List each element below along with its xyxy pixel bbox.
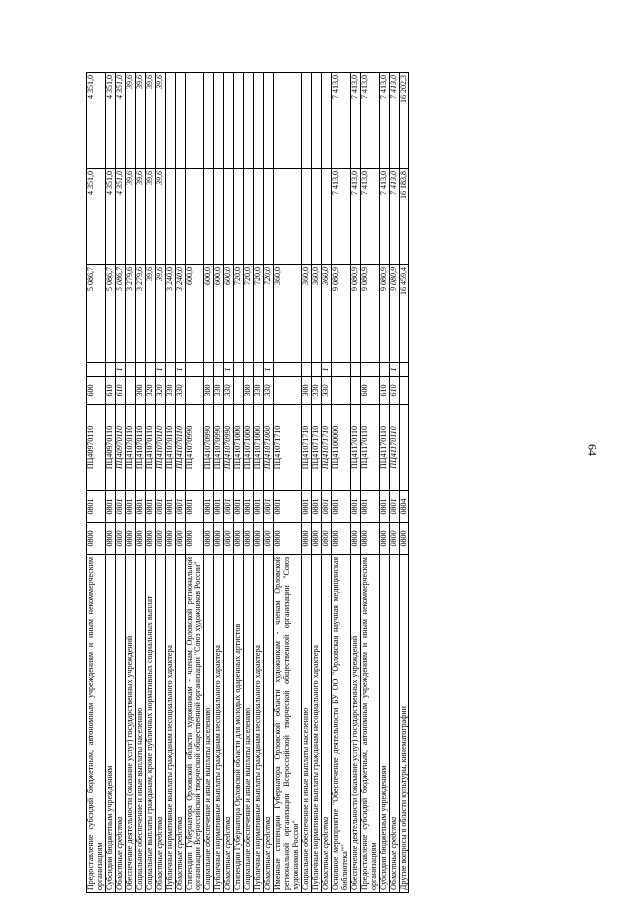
table-row <box>125 73 135 893</box>
section-code: 0800 <box>360 523 379 555</box>
target-article-code: ПЦ41170110 <box>350 405 360 491</box>
section-code: 0800 <box>274 523 302 555</box>
value-year-1: 3 279,6 <box>125 265 135 363</box>
value-year-3: 39,6 <box>155 73 165 169</box>
section-code: 0800 <box>264 523 274 555</box>
target-article-code: ПЦ41170110 <box>379 405 389 491</box>
target-article-code: ПЦ41070110 <box>125 405 135 491</box>
expense-type-code: 330 <box>311 377 321 405</box>
value-year-2 <box>254 169 264 265</box>
expense-type-code <box>399 377 409 405</box>
table-row <box>311 73 321 893</box>
row-name: Именные стипендии Губернатора Орловской области художникам - членам Орловской региональной организации Всероссийской творческой общественной организации "Союз художников России" <box>274 555 302 893</box>
row-name: Публичные нормативные выплаты гражданам несоциального характера <box>311 555 321 893</box>
value-year-1: 3 240,0 <box>175 265 185 363</box>
row-name: Субсидии бюджетным учреждениям <box>379 555 389 893</box>
value-year-3 <box>214 73 224 169</box>
section-code: 0800 <box>224 523 234 555</box>
target-article-code: ПЦ41071000 <box>234 405 244 491</box>
subsection-code: 0801 <box>87 491 106 523</box>
value-year-2 <box>224 169 234 265</box>
row-name: Публичные нормативные выплаты гражданам несоциального характера <box>254 555 264 893</box>
section-code: 0800 <box>204 523 214 555</box>
row-name: Предоставление субсидий бюджетным, автономным учреждениям и иным некоммерческим организациям <box>87 555 106 893</box>
expense-type-code: 330 <box>175 377 185 405</box>
subsection-code: 0801 <box>360 491 379 523</box>
target-article-code: ПЦ40970110 <box>115 405 125 491</box>
source-code: 1 <box>175 363 185 377</box>
value-year-1: 5 086,7 <box>87 265 106 363</box>
expense-type-code <box>350 377 360 405</box>
source-code <box>125 363 135 377</box>
target-article-code: ПЦ41071000 <box>244 405 254 491</box>
value-year-2: 39,6 <box>135 169 145 265</box>
row-name: Областные средства <box>321 555 331 893</box>
expense-type-code: 300 <box>244 377 254 405</box>
value-year-2: 7 413,0 <box>350 169 360 265</box>
value-year-3 <box>175 73 185 169</box>
expense-type-code <box>125 377 135 405</box>
target-article-code: ПЦ41070990 <box>204 405 214 491</box>
value-year-1: 360,0 <box>321 265 331 363</box>
row-name: Областные средства <box>175 555 185 893</box>
source-code <box>135 363 145 377</box>
source-code <box>244 363 254 377</box>
row-name: Социальное обеспечение и иные выплаты населению <box>244 555 254 893</box>
subsection-code: 0801 <box>244 491 254 523</box>
table-row <box>244 73 254 893</box>
section-code: 0800 <box>125 523 135 555</box>
subsection-code: 0801 <box>321 491 331 523</box>
value-year-2: 7 413,0 <box>389 169 399 265</box>
value-year-3 <box>204 73 214 169</box>
source-code <box>87 363 106 377</box>
row-name: Социальные выплаты гражданам, кроме публичных нормативных социальных выплат <box>145 555 155 893</box>
table-row <box>135 73 145 893</box>
value-year-3: 39,6 <box>125 73 135 169</box>
target-article-code: ПЦ41070110 <box>155 405 165 491</box>
section-code: 0800 <box>234 523 244 555</box>
expense-type-code: 330 <box>224 377 234 405</box>
value-year-3: 4 351,0 <box>115 73 125 169</box>
value-year-3: 16 202,3 <box>399 73 409 169</box>
value-year-3 <box>165 73 175 169</box>
value-year-2: 39,6 <box>125 169 135 265</box>
value-year-2 <box>321 169 331 265</box>
source-code: 1 <box>389 363 399 377</box>
subsection-code: 0801 <box>274 491 302 523</box>
section-code: 0800 <box>389 523 399 555</box>
source-code <box>145 363 155 377</box>
section-code: 0800 <box>165 523 175 555</box>
value-year-1: 5 086,7 <box>115 265 125 363</box>
section-code: 0800 <box>301 523 311 555</box>
target-article-code: ПЦ41070110 <box>175 405 185 491</box>
expense-type-code: 300 <box>204 377 214 405</box>
value-year-3: 7 413,0 <box>331 73 350 169</box>
target-article-code: ПЦ40970110 <box>87 405 106 491</box>
subsection-code: 0801 <box>135 491 145 523</box>
table-row <box>234 73 244 893</box>
expense-type-code: 330 <box>165 377 175 405</box>
value-year-2 <box>204 169 214 265</box>
value-year-2 <box>165 169 175 265</box>
row-name: Стипендии Губернатора Орловской области для молодых одаренных артистов <box>234 555 244 893</box>
subsection-code: 0801 <box>254 491 264 523</box>
expense-type-code: 610 <box>389 377 399 405</box>
section-code: 0800 <box>135 523 145 555</box>
expense-type-code: 610 <box>379 377 389 405</box>
section-code: 0800 <box>214 523 224 555</box>
row-name: Основное мероприятие "Обеспечение деятельности БУ ОО "Орловская научная медицинская библиотека"" <box>331 555 350 893</box>
subsection-code: 0801 <box>155 491 165 523</box>
source-code <box>204 363 214 377</box>
target-article-code: ПЦ41070990 <box>224 405 234 491</box>
table-row <box>185 73 204 893</box>
row-name: Социальное обеспечение и иные выплаты населению <box>301 555 311 893</box>
target-article-code: ПЦ41170110 <box>389 405 399 491</box>
table-row <box>155 73 165 893</box>
value-year-3: 4 351,0 <box>105 73 115 169</box>
source-code: 1 <box>224 363 234 377</box>
row-name: Социальное обеспечение и иные выплаты населению <box>204 555 214 893</box>
row-name: Другие вопросы в области культуры, кинематографии <box>399 555 409 893</box>
page-number: 64 <box>585 444 600 456</box>
source-code <box>311 363 321 377</box>
value-year-3 <box>311 73 321 169</box>
source-code <box>234 363 244 377</box>
subsection-code: 0801 <box>204 491 214 523</box>
section-code: 0800 <box>321 523 331 555</box>
source-code <box>274 363 302 377</box>
rotated-page <box>86 73 586 893</box>
value-year-1: 720,0 <box>254 265 264 363</box>
value-year-3 <box>244 73 254 169</box>
value-year-1: 9 080,9 <box>350 265 360 363</box>
row-name: Областные средства <box>155 555 165 893</box>
value-year-1: 720,0 <box>264 265 274 363</box>
value-year-1: 39,6 <box>155 265 165 363</box>
value-year-1: 600,0 <box>224 265 234 363</box>
source-code <box>105 363 115 377</box>
row-name: Стипендии Губернатора Орловской области художникам - членам Орловской региональной организации Всероссийской творческой общественной организации "Союз художников России" <box>185 555 204 893</box>
value-year-2 <box>214 169 224 265</box>
target-article-code: ПЦ41071000 <box>264 405 274 491</box>
value-year-2: 4 351,0 <box>105 169 115 265</box>
value-year-3 <box>264 73 274 169</box>
target-article-code: ПЦ41071710 <box>274 405 302 491</box>
row-name: Областные средства <box>115 555 125 893</box>
target-article-code: ПЦ41100000 <box>331 405 350 491</box>
source-code <box>360 363 379 377</box>
source-code <box>165 363 175 377</box>
value-year-1: 600,0 <box>214 265 224 363</box>
value-year-1: 3 279,6 <box>135 265 145 363</box>
value-year-1: 360,0 <box>311 265 321 363</box>
expense-type-code: 330 <box>321 377 331 405</box>
table-row <box>165 73 175 893</box>
value-year-2 <box>274 169 302 265</box>
section-code: 0800 <box>331 523 350 555</box>
row-name: Обеспечение деятельности (оказание услуг) государственных учреждений <box>125 555 135 893</box>
section-code: 0800 <box>105 523 115 555</box>
table-row <box>105 73 115 893</box>
source-code <box>350 363 360 377</box>
source-code: 1 <box>321 363 331 377</box>
value-year-1: 360,0 <box>301 265 311 363</box>
source-code <box>254 363 264 377</box>
expense-type-code <box>331 377 350 405</box>
target-article-code: ПЦ41071710 <box>321 405 331 491</box>
table-row <box>301 73 311 893</box>
row-name: Публичные нормативные выплаты гражданам несоциального характера <box>165 555 175 893</box>
target-article-code: ПЦ41071710 <box>301 405 311 491</box>
value-year-1: 3 240,0 <box>165 265 175 363</box>
section-code: 0800 <box>175 523 185 555</box>
value-year-1: 5 086,7 <box>105 265 115 363</box>
value-year-3: 39,6 <box>145 73 155 169</box>
section-code: 0800 <box>145 523 155 555</box>
value-year-2 <box>234 169 244 265</box>
source-code <box>399 363 409 377</box>
section-code: 0800 <box>155 523 165 555</box>
table-row <box>87 73 106 893</box>
value-year-1: 720,0 <box>234 265 244 363</box>
value-year-2 <box>311 169 321 265</box>
section-code: 0800 <box>399 523 409 555</box>
target-article-code: ПЦ41170110 <box>360 405 379 491</box>
value-year-3 <box>185 73 204 169</box>
value-year-3 <box>321 73 331 169</box>
row-name: Субсидии бюджетным учреждениям <box>105 555 115 893</box>
source-code: 1 <box>115 363 125 377</box>
section-code: 0800 <box>115 523 125 555</box>
value-year-2: 7 413,0 <box>360 169 379 265</box>
value-year-2 <box>185 169 204 265</box>
subsection-code: 0801 <box>350 491 360 523</box>
target-article-code: ПЦ41070990 <box>214 405 224 491</box>
value-year-1: 39,6 <box>145 265 155 363</box>
table-row <box>389 73 399 893</box>
expense-type-code: 330 <box>264 377 274 405</box>
row-name: Областные средства <box>264 555 274 893</box>
source-code <box>301 363 311 377</box>
subsection-code: 0801 <box>145 491 155 523</box>
subsection-code: 0801 <box>185 491 204 523</box>
table-row <box>254 73 264 893</box>
value-year-3 <box>274 73 302 169</box>
subsection-code: 0801 <box>175 491 185 523</box>
value-year-2: 7 413,0 <box>379 169 389 265</box>
subsection-code: 0801 <box>115 491 125 523</box>
target-article-code: ПЦ41071710 <box>311 405 321 491</box>
subsection-code: 0801 <box>224 491 234 523</box>
subsection-code: 0801 <box>331 491 350 523</box>
expense-type-code <box>274 377 302 405</box>
value-year-1: 720,0 <box>244 265 254 363</box>
value-year-1: 600,0 <box>204 265 214 363</box>
value-year-1: 360,0 <box>274 265 302 363</box>
target-article-code: ПЦ41070110 <box>145 405 155 491</box>
table-row <box>331 73 350 893</box>
table-row <box>145 73 155 893</box>
table-row <box>379 73 389 893</box>
subsection-code: 0801 <box>379 491 389 523</box>
expense-type-code: 610 <box>115 377 125 405</box>
value-year-3: 7 413,0 <box>360 73 379 169</box>
expense-type-code: 330 <box>214 377 224 405</box>
subsection-code: 0801 <box>214 491 224 523</box>
source-code <box>379 363 389 377</box>
value-year-3: 39,6 <box>135 73 145 169</box>
target-article-code <box>399 405 409 491</box>
value-year-3: 4 351,0 <box>87 73 106 169</box>
subsection-code: 0801 <box>105 491 115 523</box>
section-code: 0800 <box>311 523 321 555</box>
value-year-1: 600,0 <box>185 265 204 363</box>
subsection-code: 0801 <box>311 491 321 523</box>
value-year-1: 9 080,9 <box>379 265 389 363</box>
expense-type-code: 600 <box>87 377 106 405</box>
table-row <box>399 73 409 893</box>
source-code: 1 <box>264 363 274 377</box>
value-year-2: 16 183,8 <box>399 169 409 265</box>
value-year-2: 39,6 <box>145 169 155 265</box>
table-body <box>87 73 409 893</box>
subsection-code: 0801 <box>389 491 399 523</box>
source-code: 1 <box>155 363 165 377</box>
value-year-1: 9 080,9 <box>389 265 399 363</box>
value-year-2: 4 351,0 <box>87 169 106 265</box>
table-row <box>264 73 274 893</box>
value-year-2: 7 413,0 <box>331 169 350 265</box>
table-row <box>360 73 379 893</box>
row-name: Предоставление субсидий бюджетным, автономным учреждениям и иным некоммерческим организациям <box>360 555 379 893</box>
value-year-1: 16 459,4 <box>399 265 409 363</box>
table-row <box>274 73 302 893</box>
table-row <box>321 73 331 893</box>
row-name: Областные средства <box>224 555 234 893</box>
expense-type-code: 320 <box>155 377 165 405</box>
table-row <box>224 73 234 893</box>
section-code: 0800 <box>379 523 389 555</box>
value-year-3 <box>301 73 311 169</box>
section-code: 0800 <box>185 523 204 555</box>
expense-type-code: 300 <box>135 377 145 405</box>
source-code <box>214 363 224 377</box>
row-name: Обеспечение деятельности (оказание услуг) государственных учреждений <box>350 555 360 893</box>
section-code: 0800 <box>350 523 360 555</box>
table-row <box>175 73 185 893</box>
expense-type-code: 300 <box>301 377 311 405</box>
value-year-3: 7 413,0 <box>350 73 360 169</box>
section-code: 0800 <box>254 523 264 555</box>
value-year-2 <box>175 169 185 265</box>
source-code <box>185 363 204 377</box>
target-article-code: ПЦ40970110 <box>105 405 115 491</box>
table-row <box>204 73 214 893</box>
value-year-3: 7 413,0 <box>379 73 389 169</box>
subsection-code: 0801 <box>264 491 274 523</box>
row-name: Социальное обеспечение и иные выплаты населению <box>135 555 145 893</box>
value-year-1: 9 080,9 <box>360 265 379 363</box>
subsection-code: 0804 <box>399 491 409 523</box>
value-year-2 <box>301 169 311 265</box>
value-year-2 <box>264 169 274 265</box>
row-name: Областные средства <box>389 555 399 893</box>
section-code: 0800 <box>87 523 106 555</box>
value-year-2 <box>244 169 254 265</box>
subsection-code: 0801 <box>234 491 244 523</box>
subsection-code: 0801 <box>125 491 135 523</box>
subsection-code: 0801 <box>165 491 175 523</box>
row-name: Публичные нормативные выплаты гражданам несоциального характера <box>214 555 224 893</box>
expense-type-code: 330 <box>254 377 264 405</box>
budget-table <box>86 72 409 893</box>
expense-type-code <box>185 377 204 405</box>
value-year-3 <box>254 73 264 169</box>
expense-type-code: 610 <box>105 377 115 405</box>
section-code: 0800 <box>244 523 254 555</box>
table-row <box>350 73 360 893</box>
expense-type-code <box>234 377 244 405</box>
table-row <box>115 73 125 893</box>
target-article-code: ПЦ41070110 <box>135 405 145 491</box>
value-year-3: 7 413,0 <box>389 73 399 169</box>
subsection-code: 0801 <box>301 491 311 523</box>
source-code <box>331 363 350 377</box>
expense-type-code: 600 <box>360 377 379 405</box>
table-row <box>214 73 224 893</box>
value-year-1: 9 080,9 <box>331 265 350 363</box>
value-year-3 <box>224 73 234 169</box>
target-article-code: ПЦ41071000 <box>254 405 264 491</box>
target-article-code: ПЦ41070110 <box>165 405 175 491</box>
value-year-2: 4 351,0 <box>115 169 125 265</box>
value-year-2: 39,6 <box>155 169 165 265</box>
value-year-3 <box>234 73 244 169</box>
expense-type-code: 320 <box>145 377 155 405</box>
target-article-code: ПЦ41070990 <box>185 405 204 491</box>
